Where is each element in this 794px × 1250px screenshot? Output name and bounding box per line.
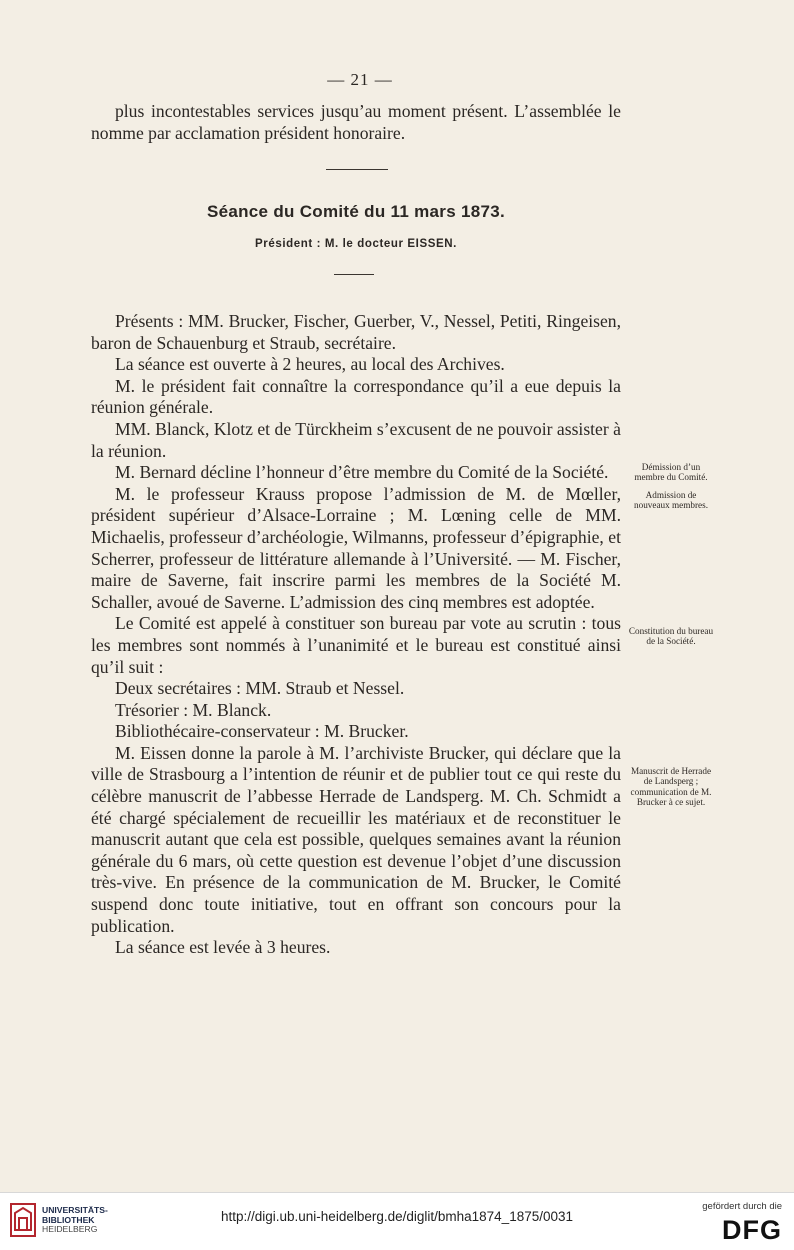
margin-note: Manuscrit de Herrade de Landsperg ; communication de M. Brucker à ce sujet.	[630, 766, 712, 808]
permalink[interactable]: http://digi.ub.uni-heidelberg.de/diglit/bmha1874_1875/0031	[220, 1209, 574, 1224]
title-divider	[334, 274, 374, 275]
section-divider	[326, 169, 388, 170]
opening-paragraph	[91, 101, 621, 144]
paragraph: Le Comité est appelé à constituer son bureau par vote au scrutin : tous les membres sont nommés à l’unanimité et le bureau est constitué ainsi qu’il suit :	[91, 613, 621, 677]
paragraph: Présents : MM. Brucker, Fischer, Guerber, V., Nessel, Petiti, Ringeisen, baron de Schauenburg et Straub, secrétaire.	[91, 311, 621, 353]
paragraph: M. Bernard décline l’honneur d’être membre du Comité de la Société.	[115, 462, 609, 483]
margin-note: Constitution du bureau de la Société.	[628, 626, 714, 647]
paragraph: M. le président fait connaître la correspondance qu’il a eue depuis la réunion générale.	[91, 375, 621, 418]
paragraph: MM. Blanck, Klotz et de Türckheim s’excusent de ne pouvoir assister à la réunion.	[91, 418, 621, 461]
paragraph: Deux secrétaires : MM. Straub et Nessel.	[115, 678, 405, 699]
margin-note: Admission de nouveaux membres.	[634, 490, 708, 511]
page-number: — 21 —	[327, 70, 393, 89]
dfg-logo: DFG	[722, 1215, 782, 1245]
paragraph: plus incontestables services jusqu’au moment présent. L’assemblée le nomme par acclamation président honoraire.	[91, 101, 621, 143]
library-name: UNIVERSITÄTS- BIBLIOTHEK HEIDELBERG	[42, 1205, 108, 1235]
funding-caption: gefördert durch die	[702, 1201, 782, 1212]
main-text	[91, 311, 621, 959]
paragraph: La séance est levée à 3 heures.	[115, 937, 331, 958]
viewer-footer	[0, 1192, 794, 1250]
paragraph: Bibliothécaire-conservateur : M. Brucker.	[115, 721, 409, 742]
paragraph: M. Eissen donne la parole à M. l’archiviste Brucker, qui déclare que la ville de Strasbourg a l’intention de réunir et de publier tout ce qui reste du célèbre manuscrit de l’abbesse Herrade de Landsperg. M. Ch. Schmidt a été chargé spécialement de recueillir les matériaux et de reconstituer le manuscrit autant que cela est possible, quelques semaines avant la réunion générale du 6 mars, où cette question est devenue l’objet d’une discussion très-vive. En présence de la communication de M. Brucker, le Comité suspend donc toute initiative, tout en offrant son concours pour la publication.	[91, 742, 621, 936]
paragraph: M. le professeur Krauss propose l’admission de M. de Mœller, président supérieur d’Alsace-Lorraine ; M. Lœning celle de MM. Michaelis, professeur d’archéologie, Wilmanns, professeur d’épigraphie, et Scherrer, professeur de littérature allemande à l’Université. — M. Fischer, maire de Saverne, fait inscrire parmi les membres de la Société M. Schaller, avoué de Saverne. L’admission des cinq membres est adoptée.	[91, 483, 621, 612]
president-line: Président : M. le docteur EISSEN.	[255, 238, 457, 250]
margin-note: Démission d’un membre du Comité.	[634, 462, 708, 483]
paragraph: La séance est ouverte à 2 heures, au local des Archives.	[115, 354, 505, 375]
paragraph: Trésorier : M. Blanck.	[115, 699, 272, 720]
section-title: Séance du Comité du 11 mars 1873.	[206, 202, 506, 221]
